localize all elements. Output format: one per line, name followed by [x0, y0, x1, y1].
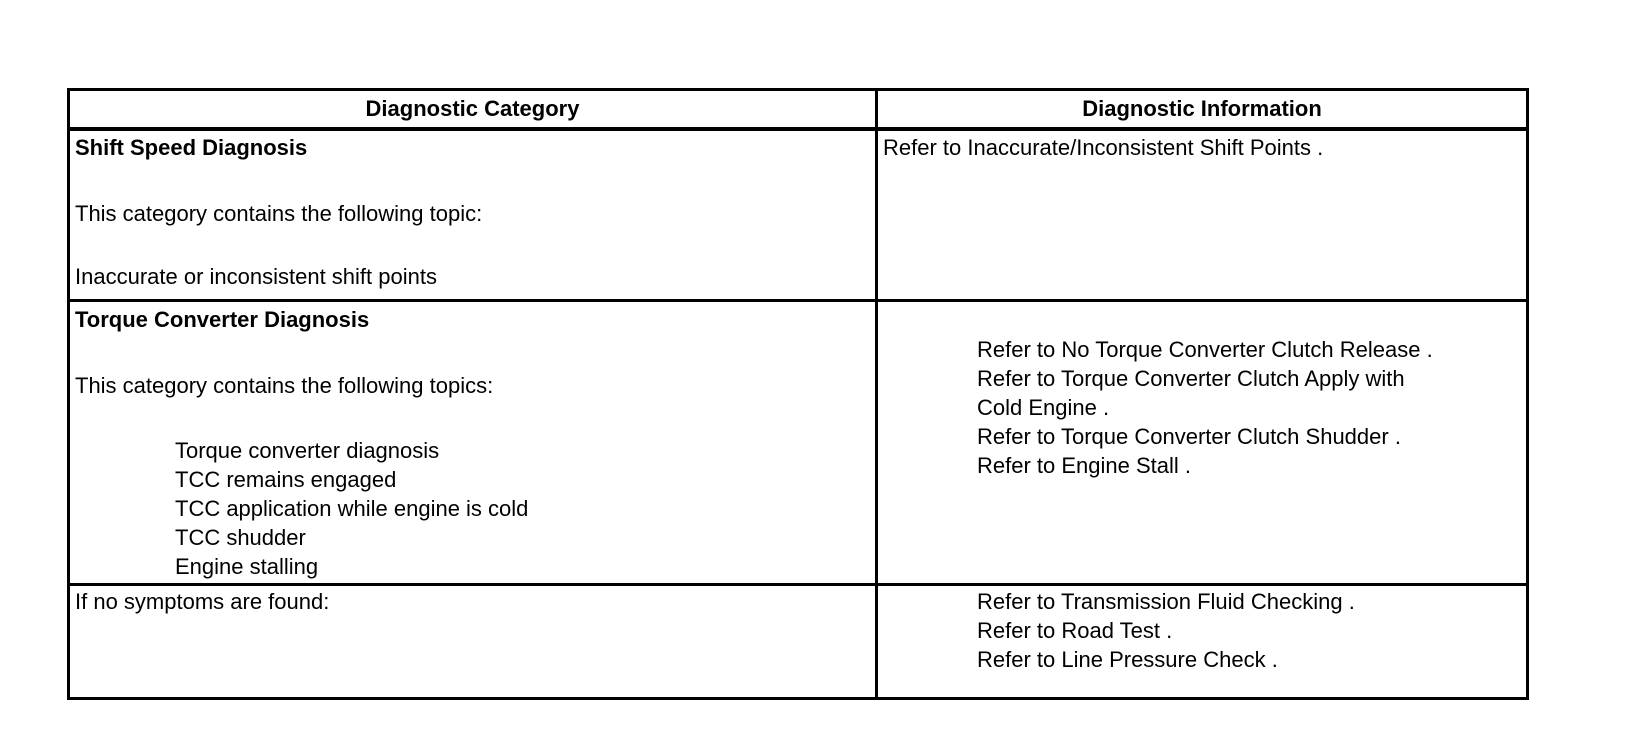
- list-item: Refer to Transmission Fluid Checking .: [977, 589, 1355, 614]
- topics-list-torque-converter: [175, 436, 528, 581]
- info-list-torque-converter: [977, 335, 1433, 480]
- header-diagnostic-information: Diagnostic Information: [1082, 96, 1322, 121]
- row-topic-shift-speed: Inaccurate or inconsistent shift points: [75, 264, 437, 289]
- row-intro-torque-converter: This category contains the following topics:: [75, 373, 494, 398]
- header-divider: [70, 127, 1526, 131]
- list-item: Refer to Line Pressure Check .: [977, 647, 1278, 672]
- list-item: Refer to No Torque Converter Clutch Release .: [977, 337, 1433, 362]
- list-item: Torque converter diagnosis: [175, 438, 440, 463]
- list-item: TCC application while engine is cold: [175, 496, 529, 521]
- info-list-no-symptoms: [977, 587, 1355, 674]
- diagnostic-table: [67, 88, 1529, 700]
- info-shift-speed: Refer to Inaccurate/Inconsistent Shift Points .: [883, 135, 1324, 160]
- row-title-no-symptoms: If no symptoms are found:: [75, 589, 330, 614]
- list-item: TCC shudder: [175, 525, 306, 550]
- list-item: Refer to Engine Stall .: [977, 453, 1192, 478]
- list-item: TCC remains engaged: [175, 467, 397, 492]
- row-divider-2: [70, 583, 1526, 586]
- row-title-shift-speed: Shift Speed Diagnosis: [75, 135, 308, 160]
- row-divider-1: [70, 299, 1526, 302]
- list-item: Engine stalling: [175, 554, 319, 579]
- list-item: Refer to Road Test .: [977, 618, 1173, 643]
- header-diagnostic-category: Diagnostic Category: [365, 96, 580, 121]
- list-item: Refer to Torque Converter Clutch Shudder .: [977, 424, 1401, 449]
- row-title-torque-converter: Torque Converter Diagnosis: [75, 307, 370, 332]
- list-item: Cold Engine .: [977, 395, 1110, 420]
- list-item: Refer to Torque Converter Clutch Apply with: [977, 366, 1405, 391]
- column-divider: [875, 91, 878, 697]
- row-intro-shift-speed: This category contains the following topic:: [75, 201, 483, 226]
